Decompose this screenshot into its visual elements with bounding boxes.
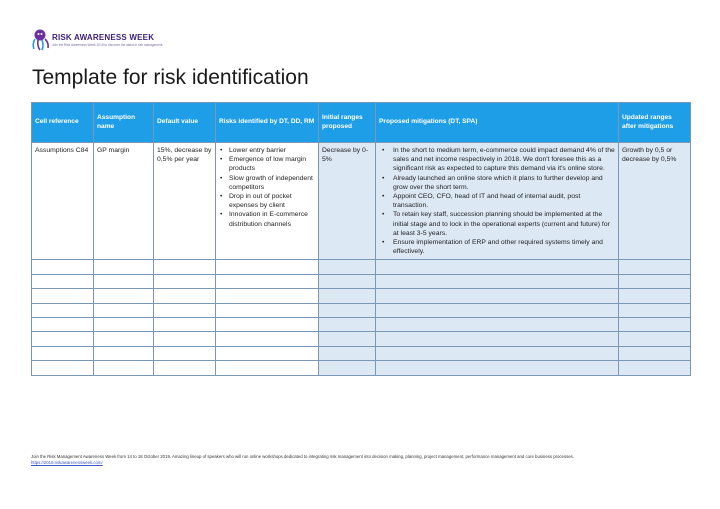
risks-list: [219, 146, 315, 229]
brand-name: RISK AWARENESS WEEK: [52, 33, 155, 42]
empty-cell[interactable]: [32, 303, 94, 317]
empty-cell[interactable]: [32, 289, 94, 303]
risk-item: • Lower entry barrier: [219, 146, 315, 155]
empty-cell[interactable]: [619, 361, 691, 375]
empty-cell[interactable]: [319, 274, 376, 288]
cell-assumption-name[interactable]: GP margin: [94, 143, 154, 260]
mitigation-item: • Already launched an online store which it plans to further develop and grow over the short term.: [379, 174, 615, 192]
footer-note: [31, 454, 681, 467]
empty-table-row: [32, 318, 691, 332]
empty-cell[interactable]: [154, 303, 216, 317]
empty-cell[interactable]: [32, 346, 94, 360]
risk-item: • Emergence of low margin products: [219, 155, 315, 173]
empty-cell[interactable]: [619, 260, 691, 274]
empty-cell[interactable]: [619, 332, 691, 346]
mitigation-item: • In the short to medium term, e-commerce could impact demand 4% of the sales and net income respectively in 2018. We don't foresee this as a significant risk as expected to capture this demand via it's online store.: [379, 146, 615, 174]
empty-cell[interactable]: [94, 289, 154, 303]
header-default-value: Default value: [154, 103, 216, 143]
empty-cell[interactable]: [376, 361, 619, 375]
header-proposed-mitigations: Proposed mitigations (DT, SPA): [376, 103, 619, 143]
empty-cell[interactable]: [319, 361, 376, 375]
empty-cell[interactable]: [154, 289, 216, 303]
empty-cell[interactable]: [216, 318, 319, 332]
footer-link[interactable]: https://2019.riskawarenessweek.com/: [31, 460, 103, 466]
empty-cell[interactable]: [319, 260, 376, 274]
empty-cell[interactable]: [94, 361, 154, 375]
page-title: Template for risk identification: [32, 66, 309, 89]
empty-table-row: [32, 361, 691, 375]
empty-cell[interactable]: [154, 318, 216, 332]
octopus-logo-icon: [30, 28, 52, 52]
empty-table-row: [32, 303, 691, 317]
cell-reference[interactable]: Assumptions C84: [32, 143, 94, 260]
empty-cell[interactable]: [216, 274, 319, 288]
empty-table-row: [32, 274, 691, 288]
empty-cell[interactable]: [319, 332, 376, 346]
empty-cell[interactable]: [619, 274, 691, 288]
empty-cell[interactable]: [32, 274, 94, 288]
mitigation-item: • Appoint CEO, CFO, head of IT and head of internal audit, post transaction.: [379, 192, 615, 210]
empty-table-row: [32, 332, 691, 346]
empty-cell[interactable]: [376, 303, 619, 317]
empty-cell[interactable]: [216, 361, 319, 375]
risk-identification-table: [31, 102, 691, 376]
empty-table-row: [32, 289, 691, 303]
empty-cell[interactable]: [319, 289, 376, 303]
empty-cell[interactable]: [32, 260, 94, 274]
empty-cell[interactable]: [619, 303, 691, 317]
empty-cell[interactable]: [376, 260, 619, 274]
header-initial-ranges: Initial ranges proposed: [319, 103, 376, 143]
brand-logo[interactable]: [30, 28, 163, 54]
empty-cell[interactable]: [216, 346, 319, 360]
empty-cell[interactable]: [376, 274, 619, 288]
risk-item: • Drop in out of pocket expenses by client: [219, 192, 315, 210]
empty-cell[interactable]: [216, 303, 319, 317]
empty-cell[interactable]: [619, 318, 691, 332]
empty-cell[interactable]: [154, 274, 216, 288]
empty-cell[interactable]: [32, 361, 94, 375]
empty-cell[interactable]: [319, 346, 376, 360]
empty-cell[interactable]: [154, 361, 216, 375]
header-assumption-name: Assumption name: [94, 103, 154, 143]
empty-cell[interactable]: [216, 260, 319, 274]
cell-initial-ranges[interactable]: Decrease by 0-5%: [319, 143, 376, 260]
risk-item: • Innovation in E-commerce distribution channels: [219, 210, 315, 228]
empty-cell[interactable]: [376, 289, 619, 303]
mitigation-item: • To retain key staff, succession planning should be implemented at the initial stage and to lock in the operational experts (current and future) for at least 3-5 years.: [379, 210, 615, 238]
empty-cell[interactable]: [319, 318, 376, 332]
empty-cell[interactable]: [619, 346, 691, 360]
cell-default-value[interactable]: 15%, decrease by 0,5% per year: [154, 143, 216, 260]
empty-cell[interactable]: [94, 260, 154, 274]
cell-mitigations[interactable]: [376, 143, 619, 260]
empty-cell[interactable]: [376, 318, 619, 332]
mitigations-list: [379, 146, 615, 256]
empty-table-row: [32, 346, 691, 360]
mitigation-item: • Ensure implementation of ERP and other required systems timely and effectively.: [379, 238, 615, 256]
empty-cell[interactable]: [94, 318, 154, 332]
empty-cell[interactable]: [32, 332, 94, 346]
empty-cell[interactable]: [32, 318, 94, 332]
empty-table-row: [32, 260, 691, 274]
empty-cell[interactable]: [94, 332, 154, 346]
footer-text: Join the Risk Management Awareness Week from 14 to 18 October 2019. Amazing lineup of speakers who will run online workshops dedicated to integrating risk management into decision making, planning, project management, performance management and core business processes.: [31, 454, 574, 459]
risk-item: • Slow growth of independent competitors: [219, 174, 315, 192]
empty-cell[interactable]: [154, 332, 216, 346]
empty-cell[interactable]: [376, 332, 619, 346]
header-risks-identified: Risks identified by DT, DD, RM: [216, 103, 319, 143]
cell-updated-ranges[interactable]: Growth by 0,5 or decrease by 0,5%: [619, 143, 691, 260]
empty-cell[interactable]: [94, 346, 154, 360]
cell-risks[interactable]: [216, 143, 319, 260]
table-row: [32, 143, 691, 260]
empty-cell[interactable]: [619, 289, 691, 303]
empty-cell[interactable]: [319, 303, 376, 317]
empty-cell[interactable]: [376, 346, 619, 360]
empty-cell[interactable]: [154, 346, 216, 360]
empty-cell[interactable]: [94, 274, 154, 288]
header-updated-ranges: Updated ranges after mitigations: [619, 103, 691, 143]
header-cell-reference: Cell reference: [32, 103, 94, 143]
table-header-row: [32, 103, 691, 143]
empty-cell[interactable]: [94, 303, 154, 317]
brand-tagline: Join the Risk Awareness Week 2019 to discover the latest in risk management: [52, 43, 163, 47]
empty-cell[interactable]: [216, 332, 319, 346]
empty-cell[interactable]: [154, 260, 216, 274]
empty-cell[interactable]: [216, 289, 319, 303]
